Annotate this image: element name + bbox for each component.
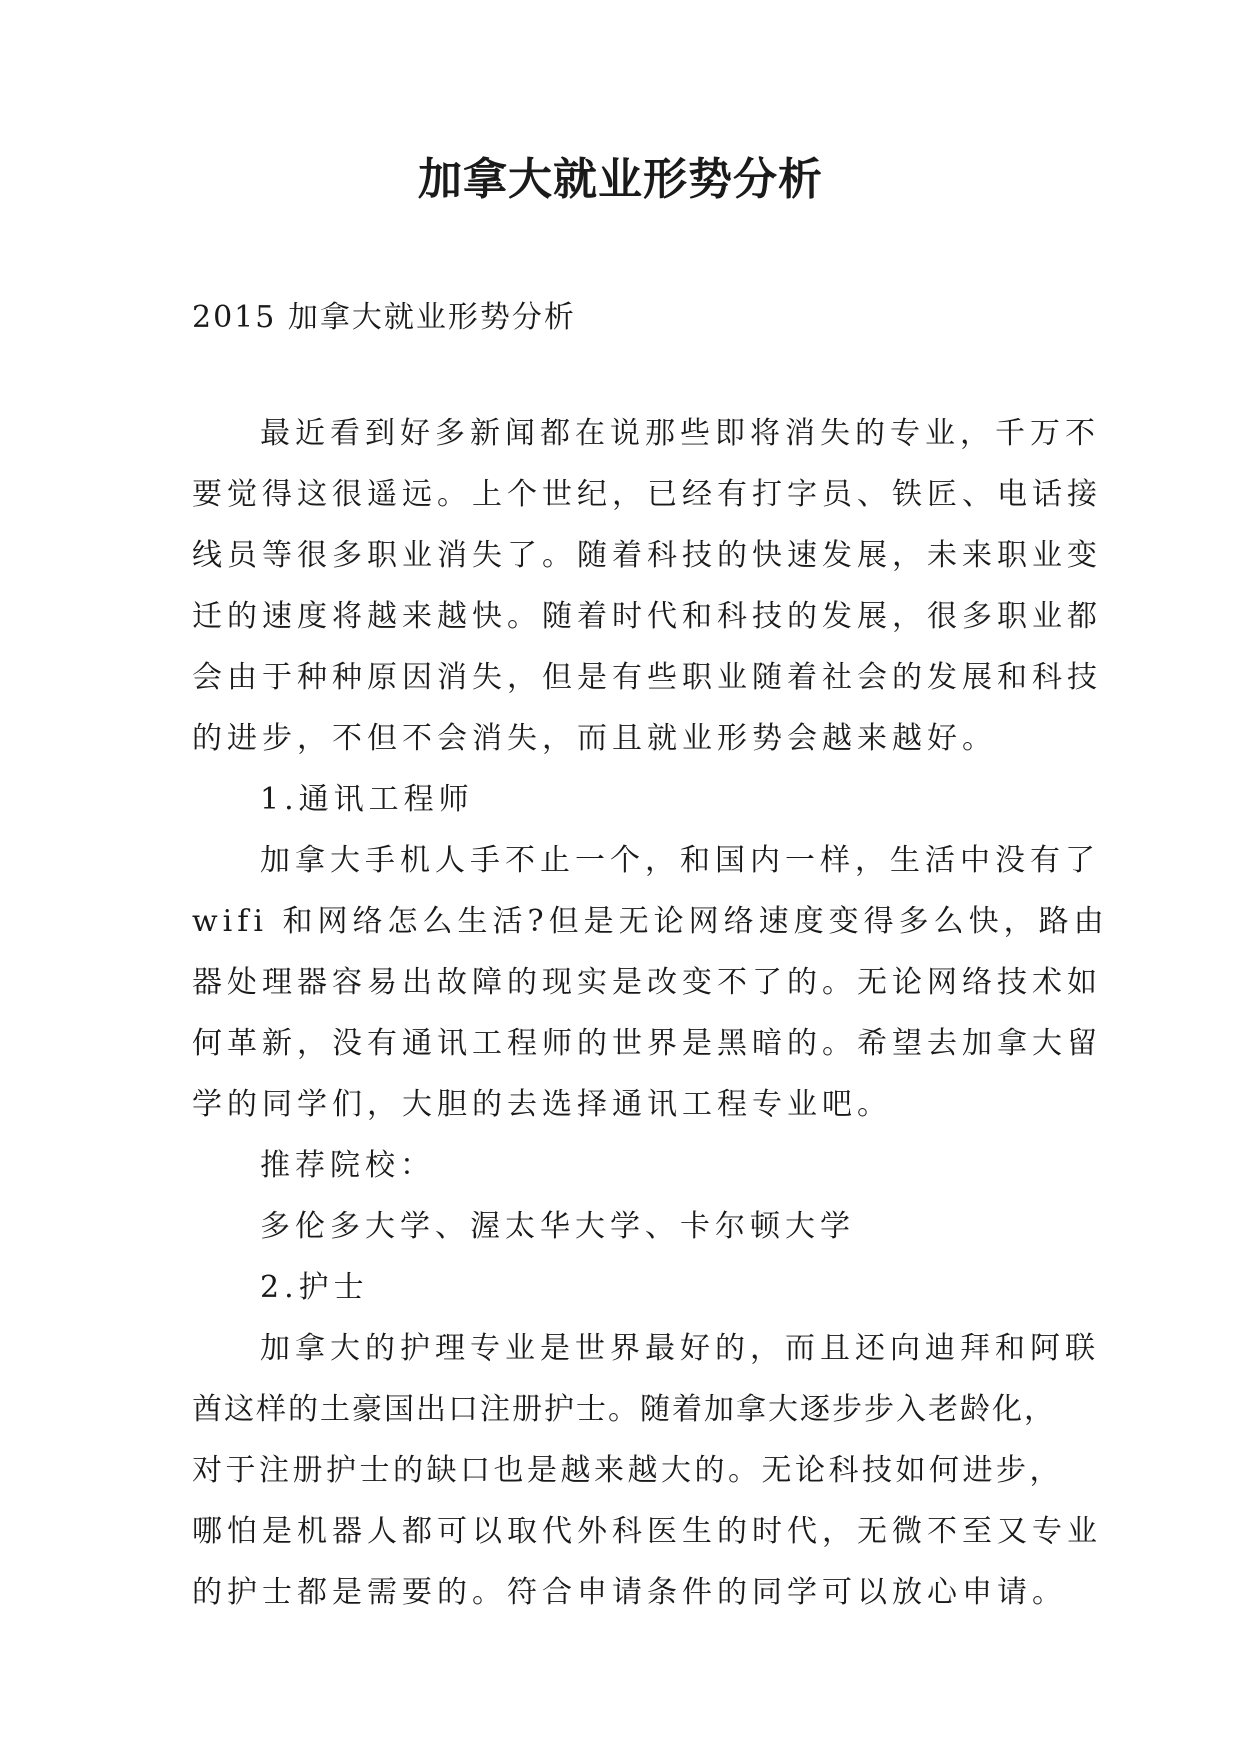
- text-line: 多伦多大学、渥太华大学、卡尔顿大学: [260, 1209, 855, 1244]
- section-heading-nurse: [192, 1257, 1064, 1318]
- text-line: 酋这样的土豪国出口注册护士。随着加拿大逐步步入老龄化，: [192, 1392, 1056, 1427]
- document-title: 加拿大就业形势分析: [418, 154, 823, 205]
- document-subtitle: 2015 加拿大就业形势分析: [192, 300, 576, 335]
- text-line: wifi 和网络怎么生活?但是无论网络速度变得多么快，路由: [192, 904, 1109, 939]
- paragraph-intro: [192, 403, 1102, 769]
- recommended-schools-list: [192, 1196, 1064, 1257]
- document-body: [192, 403, 1109, 1623]
- text-line: 加拿大手机人手不止一个，和国内一样，生活中没有了: [260, 843, 1100, 878]
- recommended-schools-label: [192, 1135, 1064, 1196]
- text-line: 何革新，没有通讯工程师的世界是黑暗的。希望去加拿大留: [192, 1026, 1102, 1061]
- paragraph-telecom: [192, 830, 1109, 1135]
- text-line: 迁的速度将越来越快。随着时代和科技的发展，很多职业都: [192, 599, 1102, 634]
- section-heading-telecom-engineer: [192, 769, 1064, 830]
- text-line: 的护士都是需要的。符合申请条件的同学可以放心申请。: [192, 1575, 1067, 1610]
- text-line: 学的同学们，大胆的去选择通讯工程专业吧。: [192, 1087, 892, 1122]
- text-line: 会由于种种原因消失，但是有些职业随着社会的发展和科技: [192, 660, 1102, 695]
- text-line: 器处理器容易出故障的现实是改变不了的。无论网络技术如: [192, 965, 1102, 1000]
- text-line: 最近看到好多新闻都在说那些即将消失的专业，千万不: [260, 416, 1100, 451]
- text-line: 的进步，不但不会消失，而且就业形势会越来越好。: [192, 721, 997, 756]
- text-line: 加拿大的护理专业是世界最好的，而且还向迪拜和阿联: [260, 1331, 1100, 1366]
- text-line: 1.通讯工程师: [260, 782, 474, 817]
- text-line: 要觉得这很遥远。上个世纪，已经有打字员、铁匠、电话接: [192, 477, 1102, 512]
- text-line: 2.护士: [260, 1270, 369, 1305]
- text-line: 推荐院校：: [260, 1148, 435, 1183]
- paragraph-nurse: [192, 1318, 1102, 1623]
- text-line: 对于注册护士的缺口也是越来越大的。无论科技如何进步，: [192, 1453, 1063, 1488]
- text-line: 哪怕是机器人都可以取代外科医生的时代，无微不至又专业: [192, 1514, 1102, 1549]
- text-line: 线员等很多职业消失了。随着科技的快速发展，未来职业变: [192, 538, 1102, 573]
